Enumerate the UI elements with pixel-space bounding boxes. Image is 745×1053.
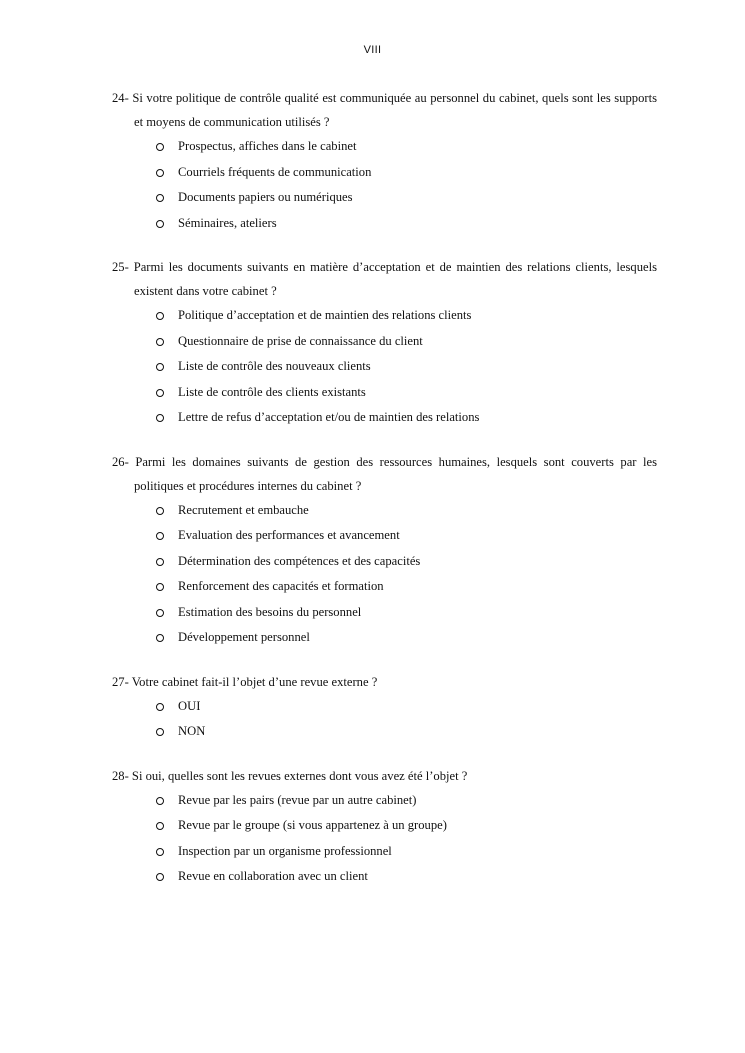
option-item[interactable]	[112, 813, 657, 839]
options-list	[112, 134, 657, 236]
radio-circle-icon[interactable]	[156, 143, 164, 151]
radio-circle-icon[interactable]	[156, 848, 164, 856]
radio-circle-icon[interactable]	[156, 634, 164, 642]
options-list	[112, 694, 657, 745]
option-item[interactable]	[112, 719, 657, 745]
option-item[interactable]	[112, 303, 657, 329]
question-text: 25- Parmi les documents suivants en matière d’acceptation et de maintien des relations clients, lesquels existent dans votre cabinet ?	[112, 260, 657, 298]
radio-circle-icon[interactable]	[156, 363, 164, 371]
question-25	[112, 255, 657, 431]
radio-circle-icon[interactable]	[156, 728, 164, 736]
option-label: Lettre de refus d’acceptation et/ou de maintien des relations	[178, 410, 480, 424]
option-label: NON	[178, 724, 206, 738]
option-item[interactable]	[112, 625, 657, 651]
option-item[interactable]	[112, 839, 657, 865]
radio-circle-icon[interactable]	[156, 558, 164, 566]
question-26	[112, 450, 657, 651]
radio-circle-icon[interactable]	[156, 389, 164, 397]
option-label: Recrutement et embauche	[178, 502, 309, 517]
option-item[interactable]	[112, 574, 657, 600]
radio-circle-icon[interactable]	[156, 583, 164, 591]
option-label: Courriels fréquents de communication	[178, 164, 372, 179]
question-27	[112, 670, 657, 745]
options-list	[112, 788, 657, 890]
option-item[interactable]	[112, 498, 657, 524]
question-text: 28- Si oui, quelles sont les revues externes dont vous avez été l’objet ?	[112, 768, 468, 783]
option-item[interactable]	[112, 549, 657, 575]
questionnaire	[112, 86, 657, 909]
option-label: Liste de contrôle des nouveaux clients	[178, 359, 371, 373]
option-item[interactable]	[112, 134, 657, 160]
option-label: Renforcement des capacités et formation	[178, 579, 384, 593]
option-label: Détermination des compétences et des capacités	[178, 553, 421, 568]
option-label: Documents papiers ou numériques	[178, 190, 353, 204]
option-item[interactable]	[112, 405, 657, 431]
radio-circle-icon[interactable]	[156, 873, 164, 881]
option-item[interactable]	[112, 380, 657, 406]
option-item[interactable]	[112, 694, 657, 720]
option-label: Prospectus, affiches dans le cabinet	[178, 139, 357, 153]
radio-circle-icon[interactable]	[156, 532, 164, 540]
radio-circle-icon[interactable]	[156, 822, 164, 830]
radio-circle-icon[interactable]	[156, 194, 164, 202]
option-label: Revue par le groupe (si vous appartenez à un groupe)	[178, 818, 447, 832]
option-label: Revue en collaboration avec un client	[178, 869, 368, 883]
option-label: Liste de contrôle des clients existants	[178, 384, 366, 399]
options-list	[112, 498, 657, 651]
option-item[interactable]	[112, 354, 657, 380]
option-label: Politique d’acceptation et de maintien des relations clients	[178, 308, 472, 322]
option-item[interactable]	[112, 600, 657, 626]
question-28	[112, 764, 657, 890]
question-text: 27- Votre cabinet fait-il l’objet d’une revue externe ?	[112, 674, 378, 689]
options-list	[112, 303, 657, 431]
radio-circle-icon[interactable]	[156, 338, 164, 346]
option-item[interactable]	[112, 185, 657, 211]
option-item[interactable]	[112, 864, 657, 890]
option-item[interactable]	[112, 523, 657, 549]
option-item[interactable]	[112, 211, 657, 237]
question-text: 24- Si votre politique de contrôle qualité est communiquée au personnel du cabinet, quels sont les supports et moyens de communication utilisés ?	[112, 91, 657, 129]
page-number: VIII	[363, 44, 382, 56]
option-label: Questionnaire de prise de connaissance du client	[178, 333, 423, 348]
option-label: Séminaires, ateliers	[178, 215, 277, 230]
radio-circle-icon[interactable]	[156, 414, 164, 422]
radio-circle-icon[interactable]	[156, 312, 164, 320]
radio-circle-icon[interactable]	[156, 703, 164, 711]
radio-circle-icon[interactable]	[156, 507, 164, 515]
option-label: Revue par les pairs (revue par un autre cabinet)	[178, 792, 417, 807]
radio-circle-icon[interactable]	[156, 220, 164, 228]
option-item[interactable]	[112, 160, 657, 186]
radio-circle-icon[interactable]	[156, 797, 164, 805]
question-text: 26- Parmi les domaines suivants de gestion des ressources humaines, lesquels sont couverts par les politiques et procédures internes du cabinet ?	[112, 454, 657, 493]
option-label: Inspection par un organisme professionnel	[178, 843, 392, 858]
option-item[interactable]	[112, 788, 657, 814]
radio-circle-icon[interactable]	[156, 609, 164, 617]
option-label: OUI	[178, 698, 201, 713]
radio-circle-icon[interactable]	[156, 169, 164, 177]
question-24	[112, 86, 657, 236]
option-item[interactable]	[112, 329, 657, 355]
option-label: Estimation des besoins du personnel	[178, 604, 362, 619]
option-label: Développement personnel	[178, 630, 310, 644]
option-label: Evaluation des performances et avancement	[178, 528, 400, 542]
